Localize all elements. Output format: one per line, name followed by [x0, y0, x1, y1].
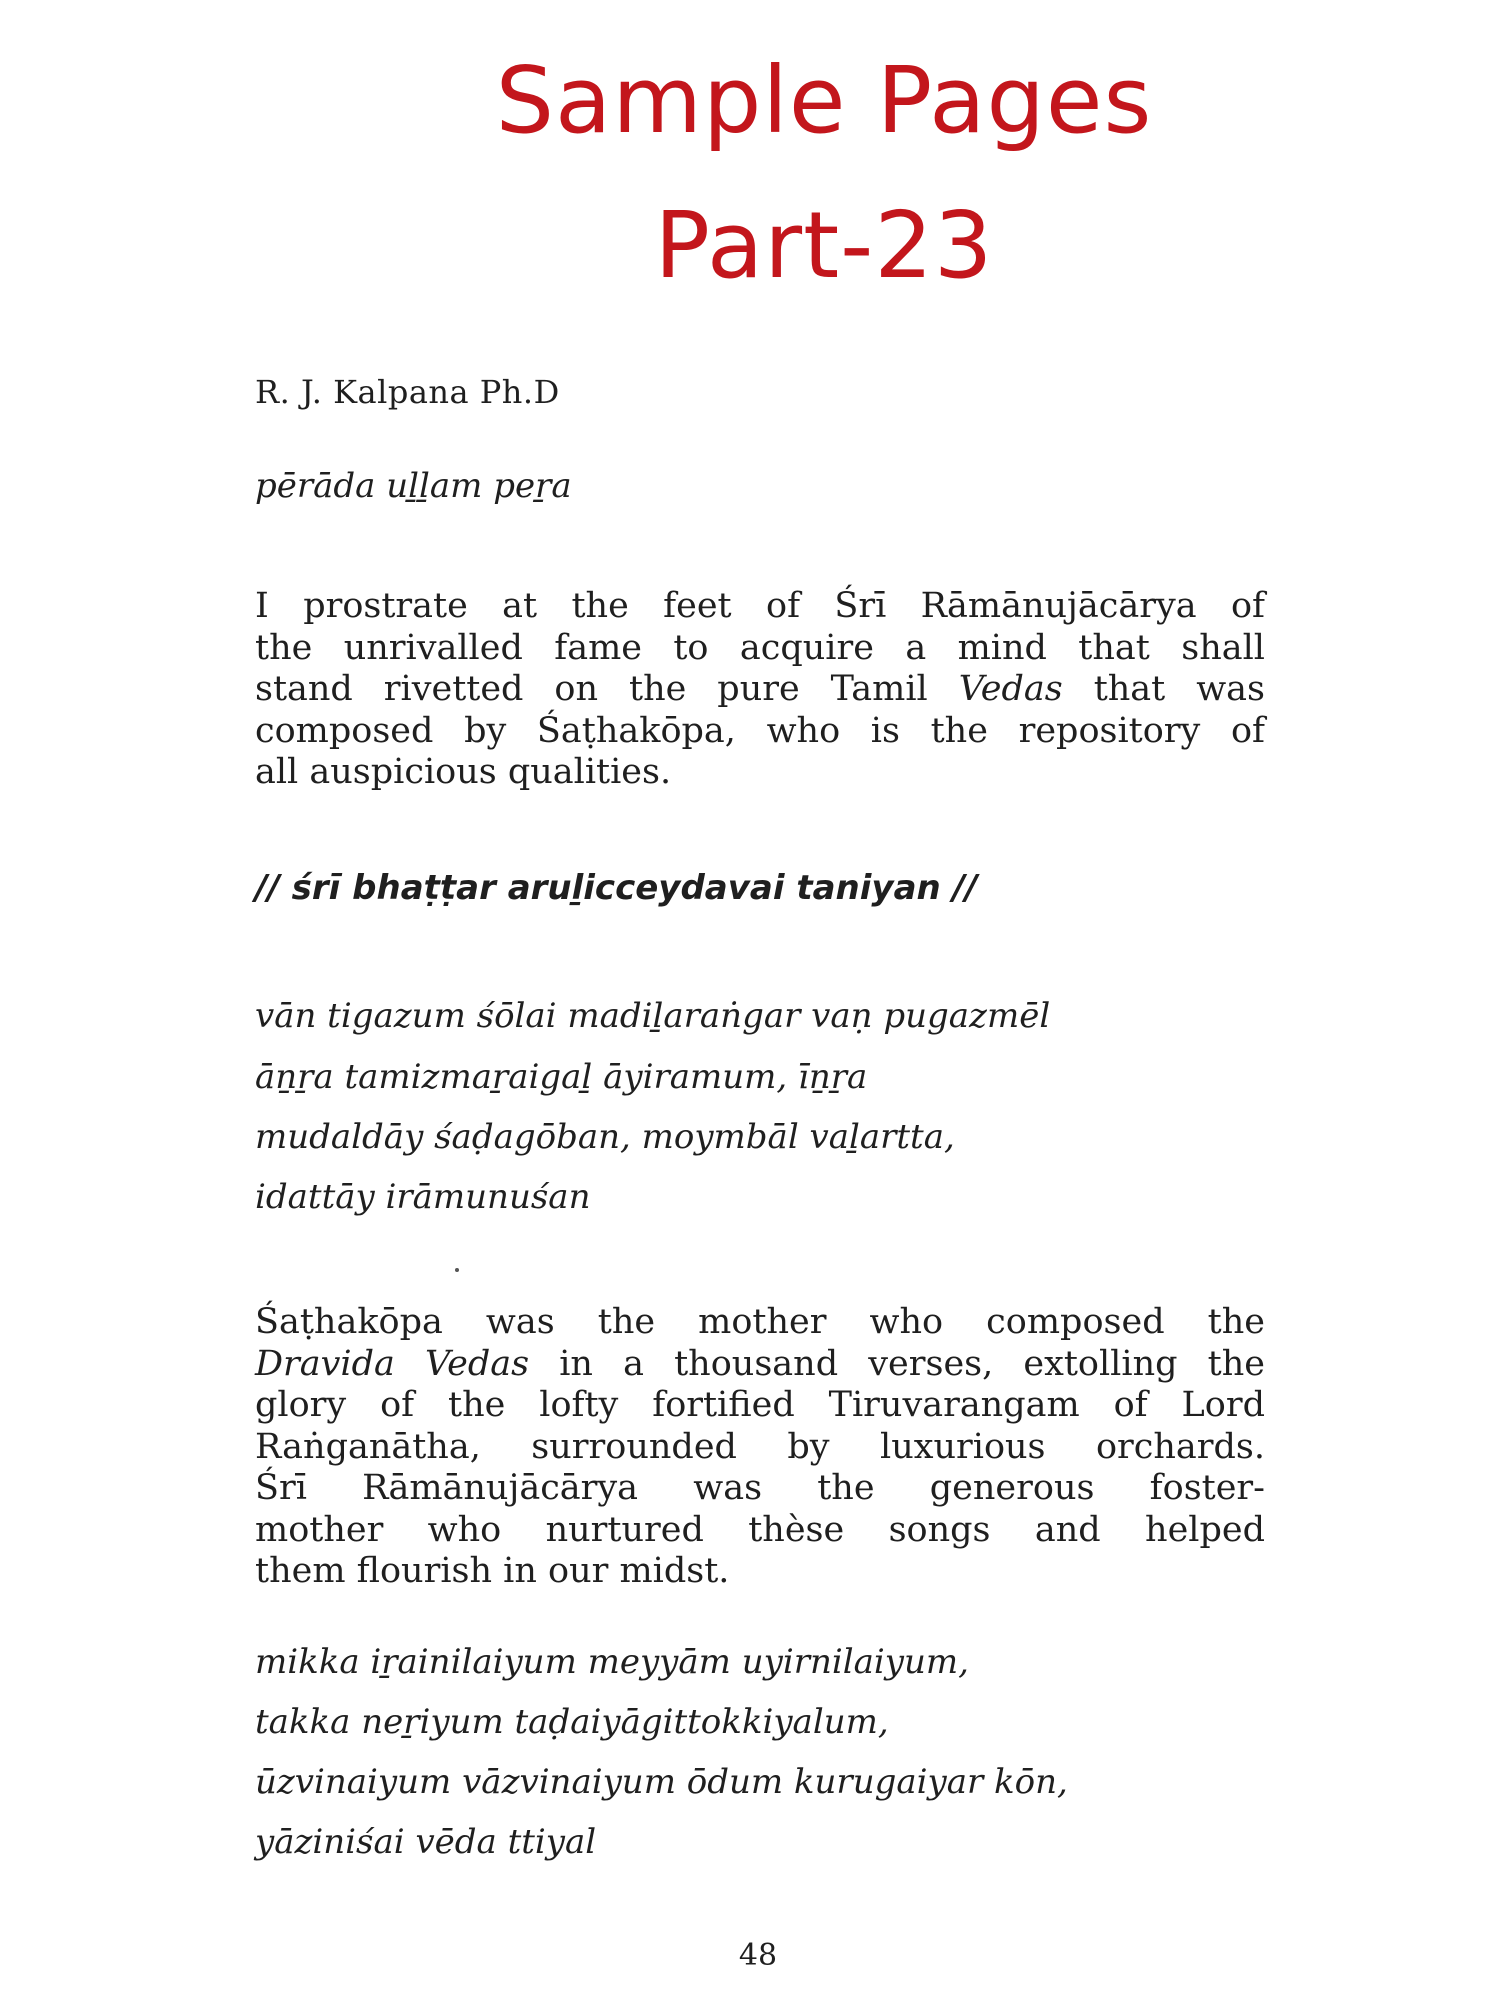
- paragraph-line: Raṅganātha, surrounded by luxurious orchards.: [255, 1426, 1265, 1467]
- paragraph-line: glory of the lofty fortified Tiruvarangam of Lord: [255, 1385, 1265, 1425]
- paragraph-line: the unrivalled fame to acquire a mind that shall: [255, 627, 1265, 668]
- stray-dot: [455, 1268, 459, 1272]
- paragraph-line: Śaṭhakōpa was the mother who composed the: [255, 1302, 1265, 1342]
- paragraph-line: them flourish in our midst.: [255, 1551, 730, 1591]
- verse-line: yāziniśai vēda ttiyal: [255, 1822, 597, 1862]
- banner-title: Sample Pages: [495, 47, 1153, 154]
- verse-line: vān tigazum śōlai madiḻaraṅgar vaṇ pugazmēl: [255, 996, 1051, 1036]
- paragraph-line: Dravida Vedas in a thousand verses, extolling the: [255, 1343, 1265, 1384]
- paragraph-2: [255, 1302, 1265, 1593]
- paragraph-line: Śrī Rāmānujācārya was the generous foster-: [255, 1468, 1265, 1508]
- verse-line: āṉṟa tamizmaṟaigaḻ āyiramum, īṉṟa: [255, 1057, 868, 1097]
- verse-line: pērāda uḻḻam peṟa: [255, 466, 572, 506]
- verse-line: ūzvinaiyum vāzvinaiyum ōdum kurugaiyar kōn,: [255, 1762, 1068, 1802]
- verse-line: mudaldāy śaḍagōban, moymbāl vaḻartta,: [255, 1117, 955, 1157]
- page-number: 48: [738, 1938, 778, 1973]
- paragraph-line: all auspicious qualities.: [255, 752, 672, 792]
- banner-subtitle: Part-23: [654, 192, 994, 299]
- paragraph-line: stand rivetted on the pure Tamil Vedas that was: [255, 669, 1265, 709]
- paragraph-line: mother who nurtured thèse songs and helped: [255, 1509, 1265, 1550]
- paragraph-1: [255, 586, 1265, 794]
- verse-line: mikka iṟainilaiyum meyyām uyirnilaiyum,: [255, 1642, 969, 1682]
- verse-line: takka neṟiyum taḍaiyāgittokkiyalum,: [255, 1702, 889, 1742]
- paragraph-line: I prostrate at the feet of Śrī Rāmānujācārya of: [255, 586, 1265, 626]
- verse-line: idattāy irāmunuśan: [255, 1177, 591, 1217]
- author-name: R. J. Kalpana Ph.D: [255, 373, 560, 411]
- paragraph-line: composed by Śaṭhakōpa, who is the repository of: [255, 710, 1265, 751]
- section-heading: // śrī bhaṭṭar aruḻicceydavai taniyan //: [255, 868, 978, 908]
